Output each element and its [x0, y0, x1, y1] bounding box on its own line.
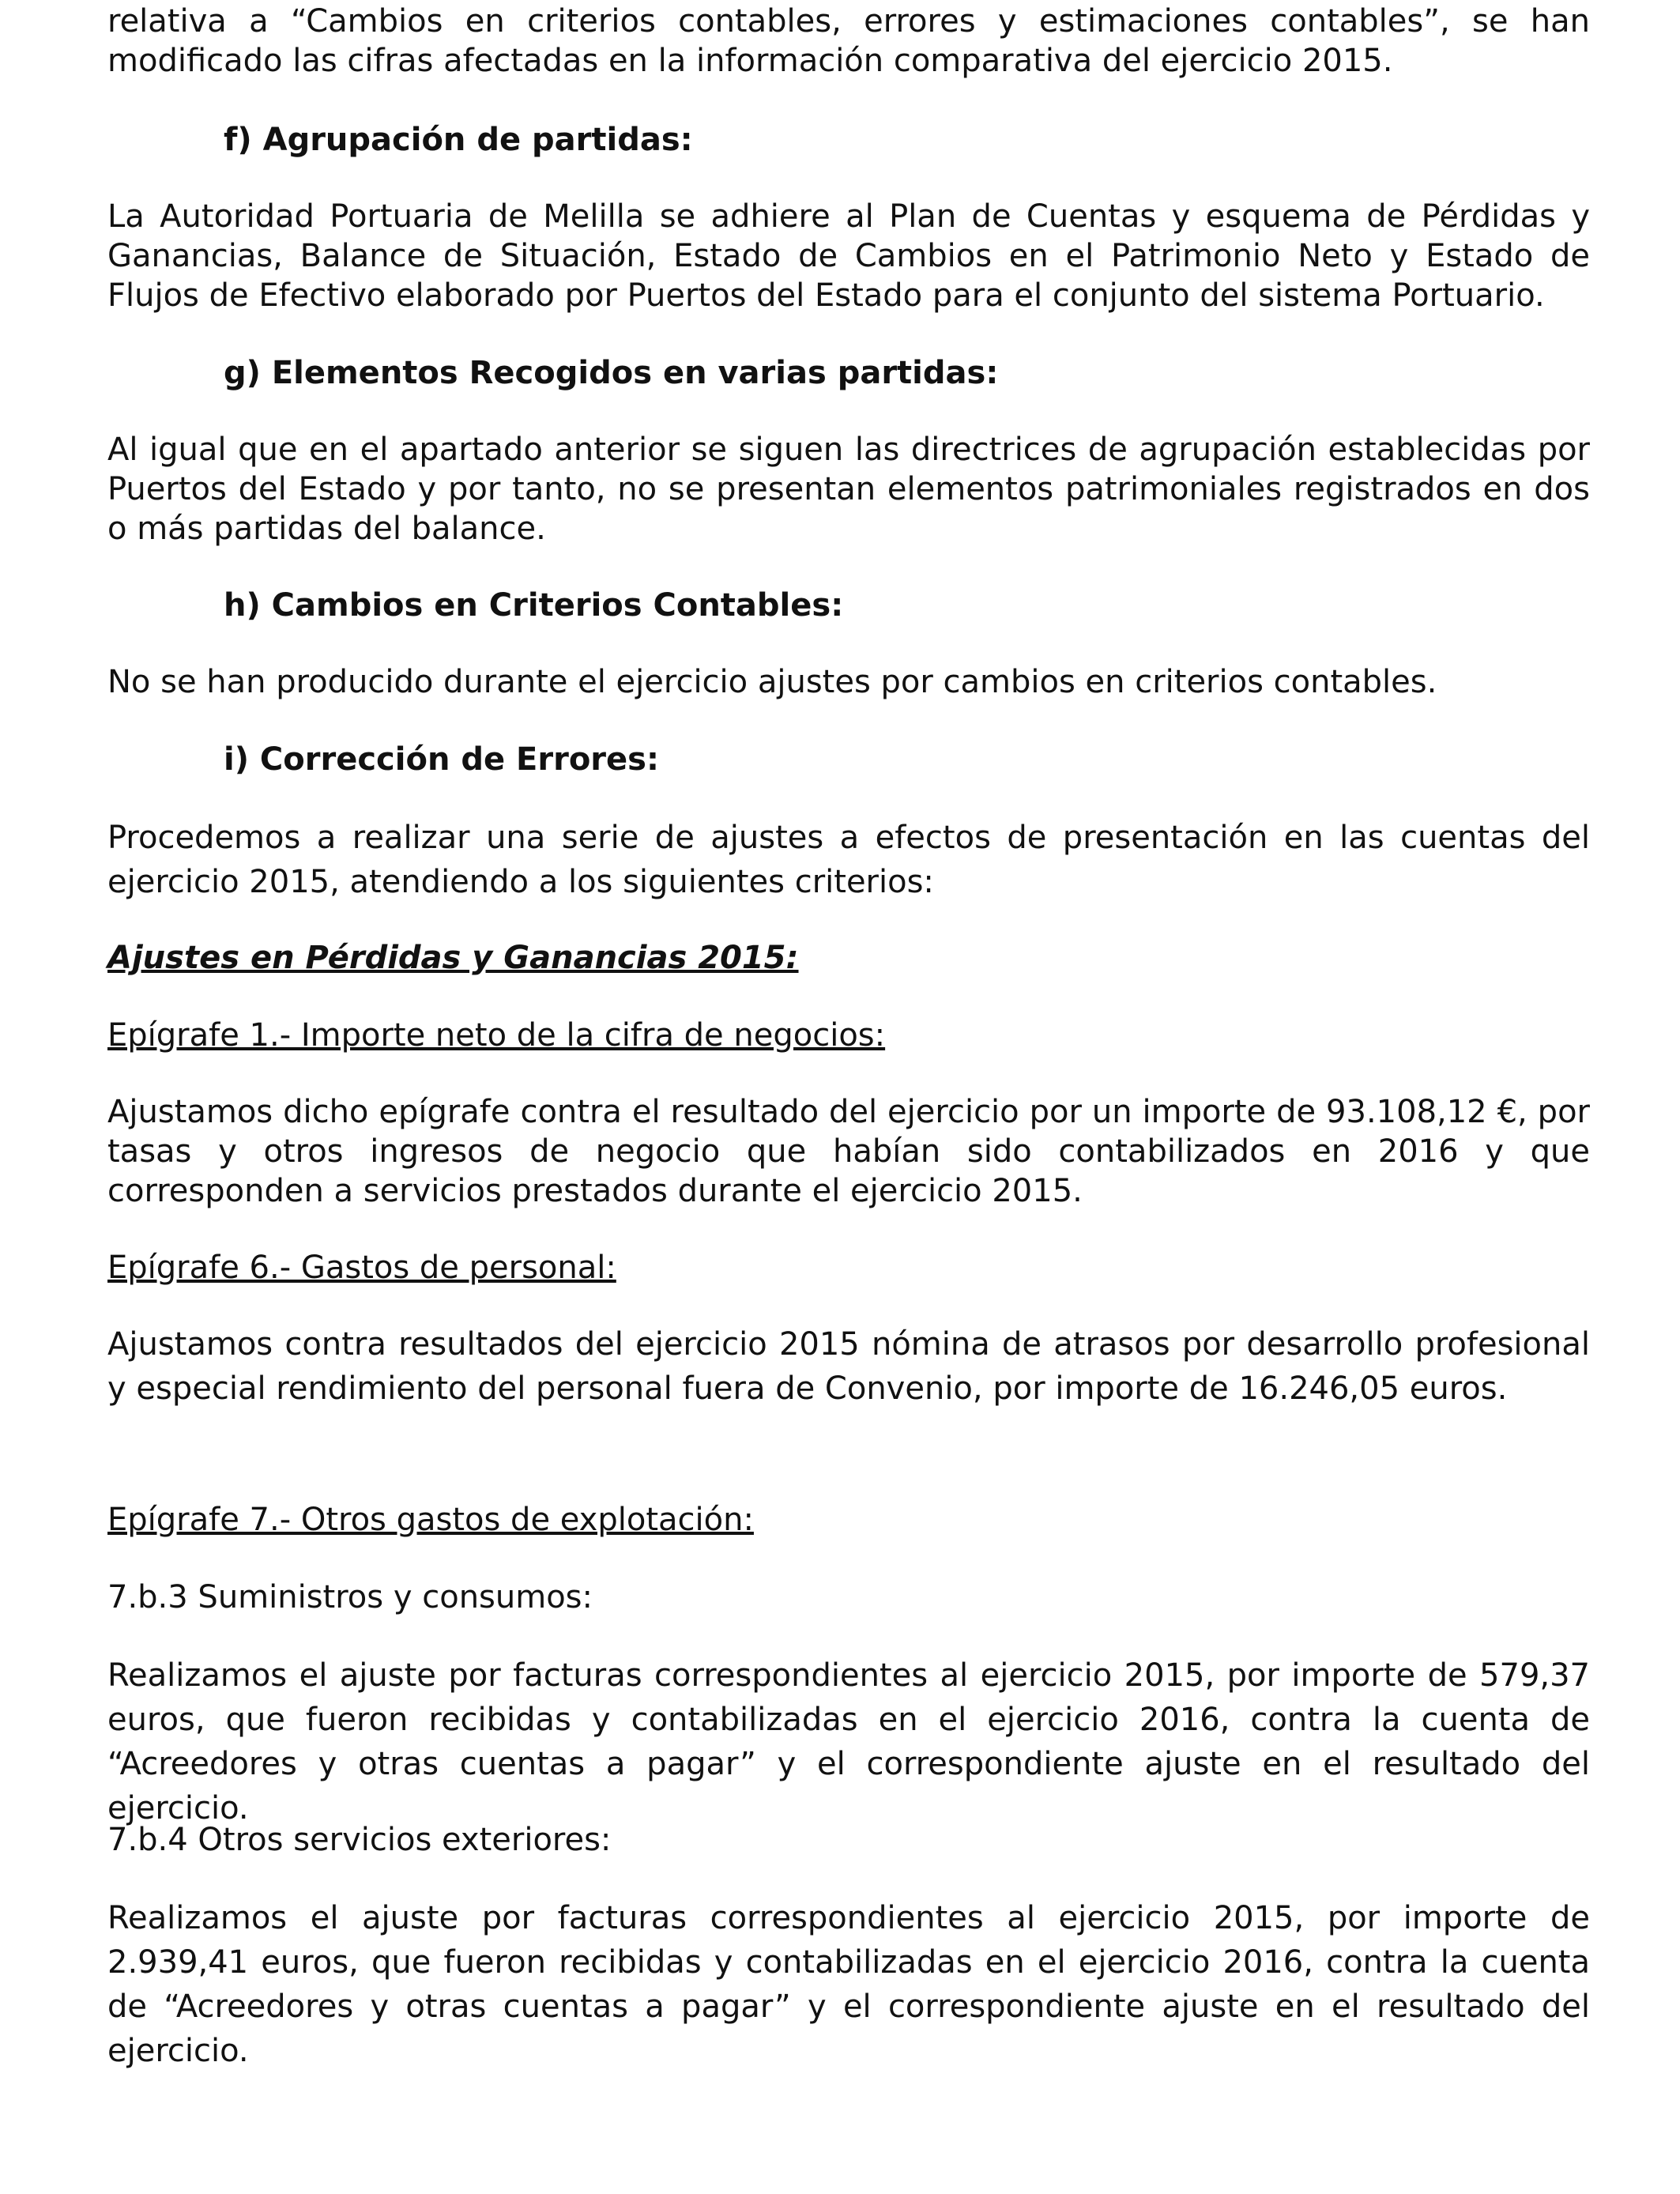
section-f-text: La Autoridad Portuaria de Melilla se adhiere al Plan de Cuentas y esquema de Pérdidas y Ganancias, Balance de Situación, Estado de Cambios en el Patrimonio Neto y Estado de Flujos de Efectivo elaborado por Puertos del Estado para el conjunto del sistema Portuario. [107, 198, 1590, 314]
ajustes-title: Ajustes en Pérdidas y Ganancias 2015: [107, 940, 799, 976]
ajustes-section [107, 938, 1590, 978]
section-h-text: No se han producido durante el ejercicio ajustes por cambios en criterios contables. [107, 664, 1437, 700]
section-h-heading: h) Cambios en Criterios Contables: [224, 587, 844, 624]
section-h-body [107, 662, 1590, 702]
subsection-7b4-title: 7.b.4 Otros servicios exteriores: [107, 1822, 612, 1858]
subsection-7b3-title: 7.b.3 Suministros y consumos: [107, 1579, 593, 1615]
section-f [107, 120, 1590, 160]
section-i [107, 740, 1590, 779]
section-i-heading: i) Corrección de Errores: [224, 741, 659, 778]
epigrafe-6-title: Epígrafe 6.- Gastos de personal: [107, 1250, 616, 1286]
epigrafe-6 [107, 1248, 1590, 1287]
epigrafe-1 [107, 1016, 1590, 1055]
section-f-body [107, 197, 1590, 315]
epigrafe-1-body [107, 1092, 1590, 1211]
subsection-7b4 [107, 1820, 1590, 1860]
subsection-7b3-text: Realizamos el ajuste por facturas correspondientes al ejercicio 2015, por importe de 579,37 euros, que fueron recibidas y contabilizadas en el ejercicio 2016, contra la cuenta de “Acreedores y otras cuentas a pagar” y el correspondiente ajuste en el resultado del ejercicio. [107, 1657, 1590, 1826]
section-f-heading: f) Agrupación de partidas: [224, 122, 693, 158]
section-g-heading: g) Elementos Recogidos en varias partidas: [224, 355, 999, 391]
section-g [107, 353, 1590, 393]
epigrafe-1-title: Epígrafe 1.- Importe neto de la cifra de negocios: [107, 1017, 886, 1054]
intro-paragraph [107, 2, 1590, 81]
subsection-7b4-text: Realizamos el ajuste por facturas correspondientes al ejercicio 2015, por importe de 2.939,41 euros, que fueron recibidas y contabilizadas en el ejercicio 2016, contra la cuenta de “Acreedores y otras cuentas a pagar” y el correspondiente ajuste en el resultado del ejercicio. [107, 1900, 1590, 2069]
epigrafe-7-title: Epígrafe 7.- Otros gastos de explotación: [107, 1502, 754, 1538]
epigrafe-1-text: Ajustamos dicho epígrafe contra el resultado del ejercicio por un importe de 93.108,12 €, por tasas y otros ingresos de negocio que habían sido contabilizados en 2016 y que corresponden a servicios prestados durante el ejercicio 2015. [107, 1094, 1590, 1209]
epigrafe-7 [107, 1500, 1590, 1540]
subsection-7b3 [107, 1578, 1590, 1617]
subsection-7b3-body [107, 1653, 1590, 1830]
section-h [107, 586, 1590, 625]
intro-text: relativa a “Cambios en criterios contables, errores y estimaciones contables”, se han modificado las cifras afectadas en la información comparativa del ejercicio 2015. [107, 3, 1590, 79]
section-i-body [107, 816, 1590, 904]
epigrafe-6-body [107, 1322, 1590, 1411]
section-g-text: Al igual que en el apartado anterior se siguen las directrices de agrupación establecidas por Puertos del Estado y por tanto, no se presentan elementos patrimoniales registrados en dos o más partidas del balance. [107, 432, 1590, 547]
subsection-7b4-body [107, 1896, 1590, 2073]
section-i-text: Procedemos a realizar una serie de ajustes a efectos de presentación en las cuentas del ejercicio 2015, atendiendo a los siguientes criterios: [107, 820, 1590, 900]
epigrafe-6-text: Ajustamos contra resultados del ejercicio 2015 nómina de atrasos por desarrollo profesional y especial rendimiento del personal fuera de Convenio, por importe de 16.246,05 euros. [107, 1326, 1590, 1407]
section-g-body [107, 430, 1590, 548]
